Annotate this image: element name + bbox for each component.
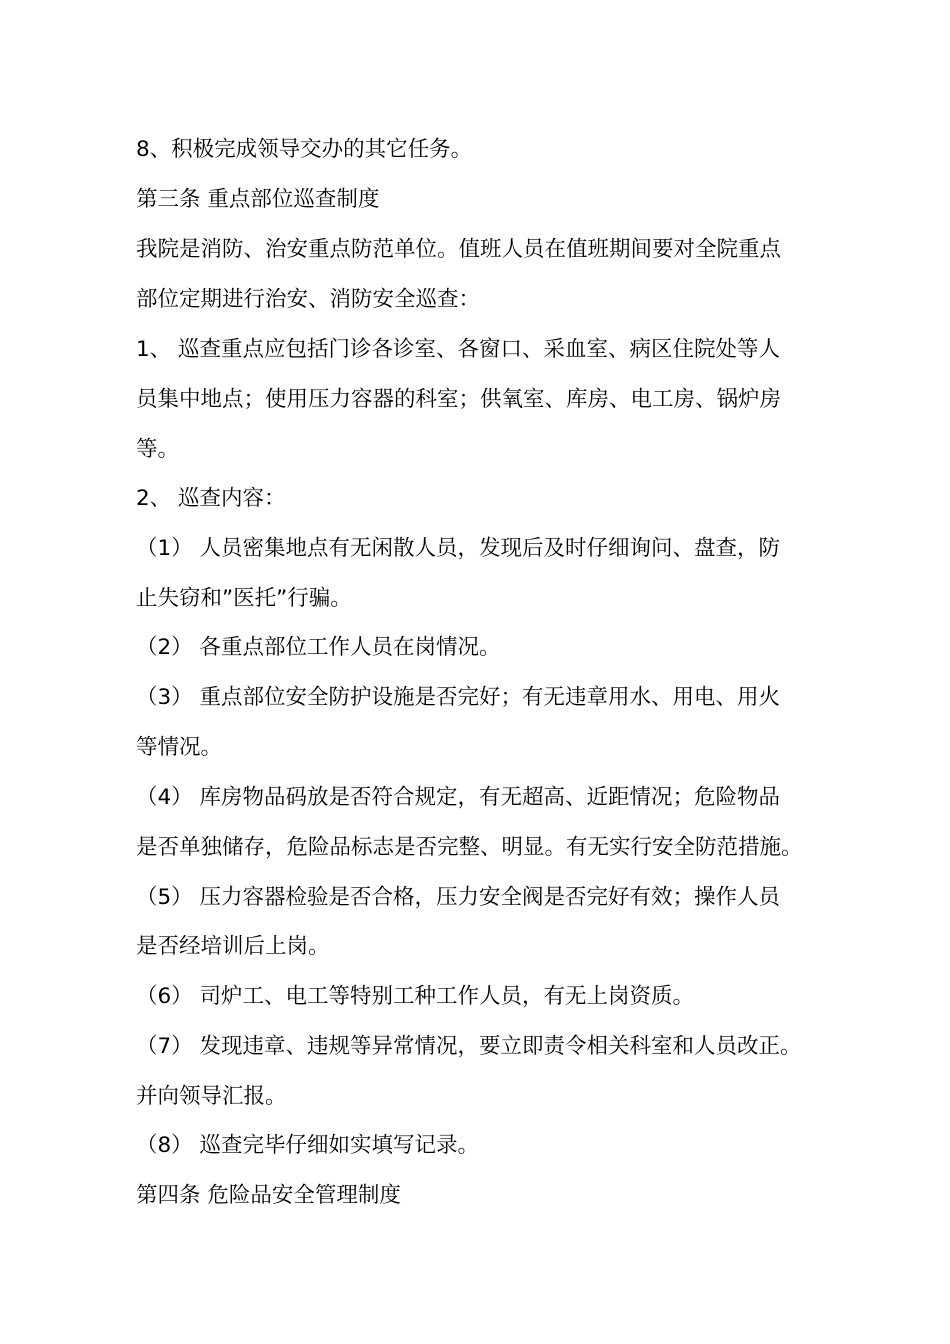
- text-line-item-1a: （1） 人员密集地点有无闲散人员，发现后及时仔细询问、盘查，防: [136, 536, 781, 561]
- section-heading-article-3: 第三条 重点部位巡查制度: [136, 187, 380, 212]
- text-line-intro-1: 我院是消防、治安重点防范单位。值班人员在值班期间要对全院重点: [136, 237, 782, 262]
- text-line-point-1c: 等。: [136, 437, 180, 462]
- text-line-item-7a: （7） 发现违章、违规等异常情况，要立即责令相关科室和人员改正。: [136, 1034, 802, 1059]
- text-line-point-2: 2、 巡查内容：: [136, 486, 286, 511]
- text-line-item-5a: （5） 压力容器检验是否合格，压力安全阀是否完好有效；操作人员: [136, 885, 781, 910]
- section-heading-article-4: 第四条 危险品安全管理制度: [136, 1183, 401, 1208]
- text-line-item-7b: 并向领导汇报。: [136, 1084, 287, 1109]
- text-line-point-1b: 员集中地点；使用压力容器的科室；供氧室、库房、电工房、锅炉房: [136, 387, 782, 412]
- text-line-point-1a: 1、 巡查重点应包括门诊各诊室、各窗口、采血室、病区住院处等人: [136, 337, 781, 362]
- text-line-intro-2: 部位定期进行治安、消防安全巡查：: [136, 287, 481, 312]
- text-line-item-1b: 止失窃和”医托”行骗。: [136, 586, 352, 611]
- text-line-item-3a: （3） 重点部位安全防护设施是否完好；有无违章用水、用电、用火: [136, 685, 781, 710]
- text-line-item-2: （2） 各重点部位工作人员在岗情况。: [136, 635, 501, 660]
- text-line-item-3b: 等情况。: [136, 735, 223, 760]
- text-line-task-8: 8、积极完成领导交办的其它任务。: [136, 137, 473, 162]
- text-line-item-5b: 是否经培训后上岗。: [136, 934, 330, 959]
- text-line-item-4b: 是否单独储存，危险品标志是否完整、明显。有无实行安全防范措施。: [136, 835, 803, 860]
- text-line-item-6: （6） 司炉工、电工等特别工种工作人员，有无上岗资质。: [136, 984, 695, 1009]
- text-line-item-8: （8） 巡查完毕仔细如实填写记录。: [136, 1133, 480, 1158]
- text-line-item-4a: （4） 库房物品码放是否符合规定，有无超高、近距情况；危险物品: [136, 785, 781, 810]
